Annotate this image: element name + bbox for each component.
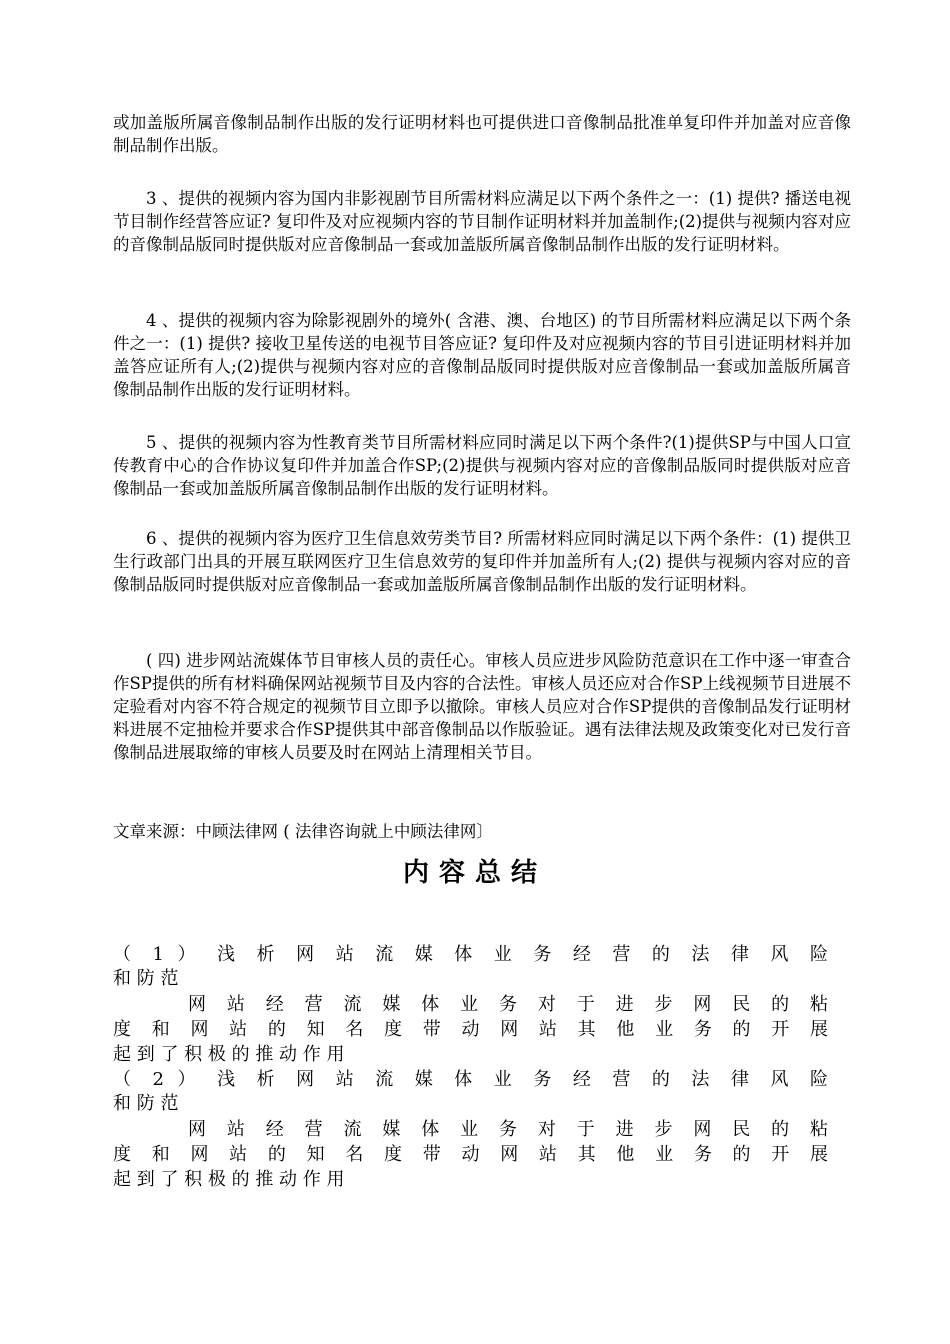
paragraph-item-3: 3 、提供的视频内容为国内非影视剧节目所需材料应满足以下两个条件之一：(1) 提供? 播送电视节目制作经营答应证? 复印件及对应视频内容的节目制作证明材料并加盖制作;(2)提供与视频内容对应的音像制品版同时提供版对应音像制品一套或加盖版所属音像制品制作出版的发行证明材料。 [113,189,851,254]
summary-item1-heading-cont: 和 防 范 [113,968,179,989]
summary-item2-heading-cont: 和 防 范 [113,1093,179,1114]
article-source: 文章来源：中顾法律网 ( 法律咨询就上中顾法律网〕 [113,822,493,841]
paragraph-section-4: ( 四) 进步网站流媒体节目审核人员的责任心。审核人员应进步风险防范意识在工作中逐一审查合作SP提供的所有材料确保网站视频节目及内容的合法性。审核人员还应对合作SP上线视频节目进展不定验看对内容不符合规定的视频节目立即予以撤除。审核人员应对合作SP提供的音像制品发行证明材料进展不定抽检并要求合作SP提供其中部音像制品以作版验证。遇有法律法规及政策变化对已发行音像制品进展取缔的审核人员要及时在网站上清理相关节目。 [113,651,851,762]
summary-item2-text-cont: 度 和 网 站 的 知 名 度 带 动 网 站 其 他 业 务 的 开 展 [113,1144,828,1165]
summary-item2-heading: （ 2 ） 浅 析 网 站 流 媒 体 业 务 经 营 的 法 律 风 险 [113,1069,828,1090]
summary-item1-heading: （ 1 ） 浅 析 网 站 流 媒 体 业 务 经 营 的 法 律 风 险 [113,944,828,965]
paragraph-continued: 或加盖版所属音像制品制作出版的发行证明材料也可提供进口音像制品批准单复印件并加盖对应音像制品制作出版。 [113,113,851,155]
summary-item2-text: 网 站 经 营 流 媒 体 业 务 对 于 进 步 网 民 的 粘 [188,1119,828,1140]
summary-item1-text-cont: 度 和 网 站 的 知 名 度 带 动 网 站 其 他 业 务 的 开 展 [113,1019,828,1040]
summary-item2-text-end: 起 到 了 积 极 的 推 动 作 用 [113,1169,345,1190]
paragraph-item-4: 4 、提供的视频内容为除影视剧外的境外( 含港、澳、台地区) 的节目所需材料应满足以下两个条件之一：(1) 提供? 接收卫星传送的电视节目答应证? 复印件及对应视频内容的节目引进证明材料并加盖答应证所有人;(2)提供与视频内容对应的音像制品版同时提供版对应音像制品一套或加盖版所属音像制品制作出版的发行证明材料。 [113,311,851,399]
summary-title: 内容总结 [402,858,547,888]
paragraph-item-5: 5 、提供的视频内容为性教育类节目所需材料应同时满足以下两个条件?(1)提供SP与中国人口宣传教育中心的合作协议复印件并加盖合作SP;(2)提供与视频内容对应的音像制品版同时提供版对应音像制品一套或加盖版所属音像制品制作出版的发行证明材料。 [113,433,851,498]
summary-item1-text-end: 起 到 了 积 极 的 推 动 作 用 [113,1044,345,1065]
paragraph-item-6: 6 、提供的视频内容为医疗卫生信息效劳类节目? 所需材料应同时满足以下两个条件：(1) 提供卫生行政部门出具的开展互联网医疗卫生信息效劳的复印件并加盖所有人;(2) 提供与视频内容对应的音像制品版同时提供版对应音像制品一套或加盖版所属音像制品制作出版的发行证明材料。 [113,529,851,594]
summary-item1-text: 网 站 经 营 流 媒 体 业 务 对 于 进 步 网 民 的 粘 [188,994,828,1015]
